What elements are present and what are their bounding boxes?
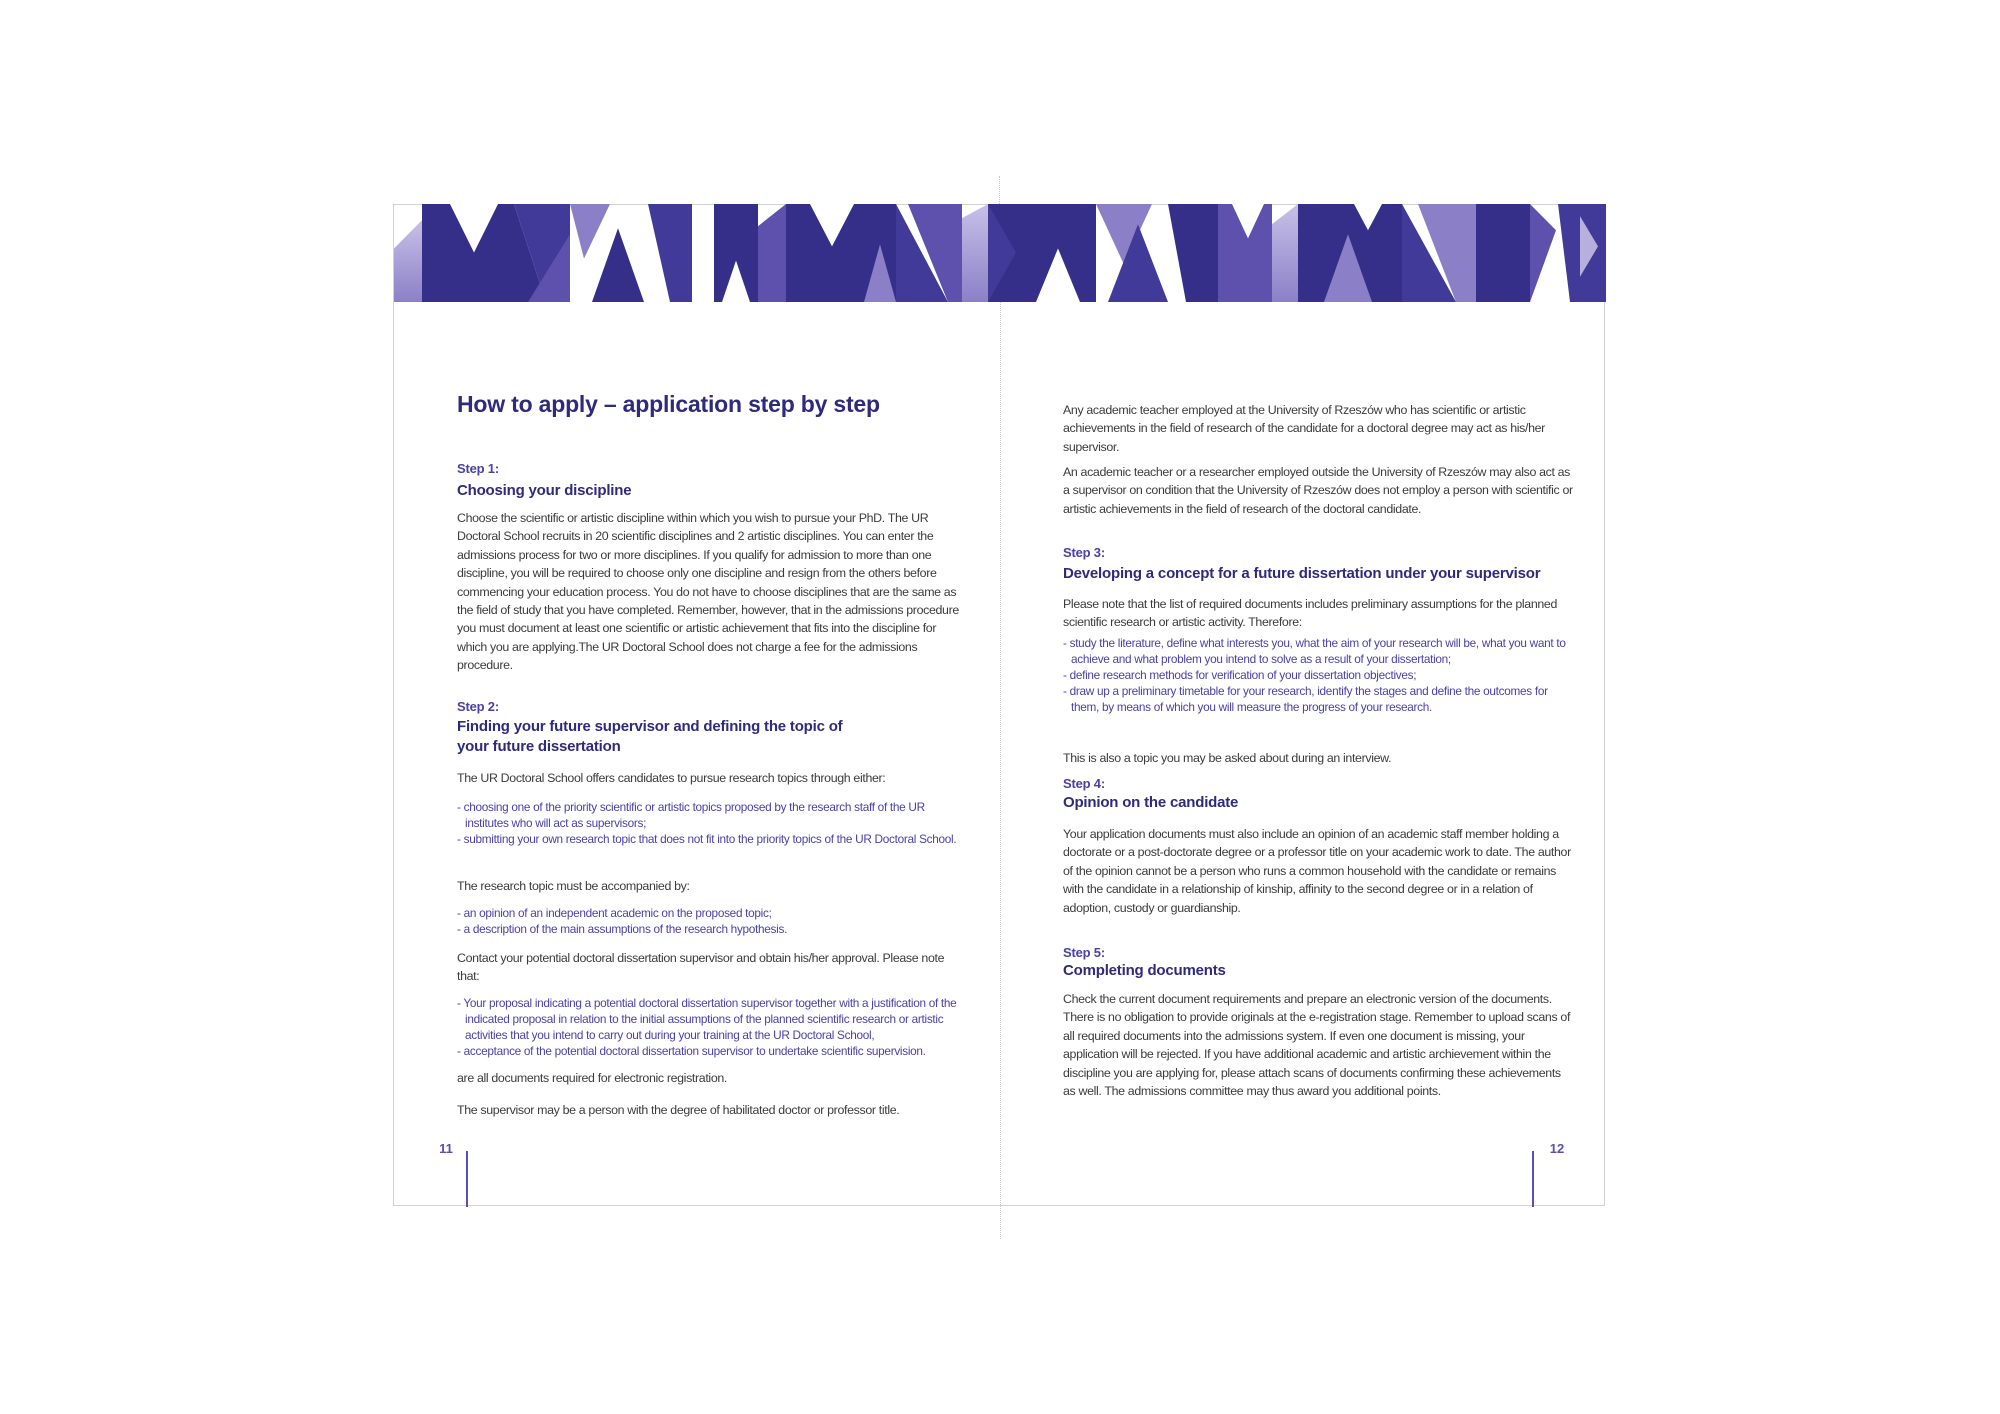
step4-heading: Opinion on the candidate bbox=[1063, 794, 1239, 811]
step2-document-bullets bbox=[457, 995, 967, 1059]
brochure-spread bbox=[393, 204, 1605, 1206]
step2-intro: The UR Doctoral School offers candidates to pursue research topics through either: bbox=[457, 771, 886, 785]
right-page-column bbox=[1063, 205, 1583, 1207]
left-page-column bbox=[457, 205, 977, 1207]
bullet-item: - choosing one of the priority scientific or artistic topics proposed by the research staff of the UR institutes who will act as supervisors; bbox=[457, 800, 925, 830]
step3-intro: Please note that the list of required documents includes preliminary assumptions for the planned scientific research or artistic activity. Therefore: bbox=[1063, 597, 1557, 630]
bullet-item: - Your proposal indicating a potential doctoral dissertation supervisor together with a justification of the indicated proposal in relation to the initial assumptions of the planned scientific research or artistic activities that you intend to carry out during your training at the UR Doctoral School, bbox=[457, 996, 957, 1042]
fold-dotted-line-top bbox=[999, 176, 1000, 204]
bullet-item: - submitting your own research topic that does not fit into the priority topics of the UR Doctoral School. bbox=[457, 832, 957, 846]
bullet-item: - acceptance of the potential doctoral dissertation supervisor to undertake scientific supervision. bbox=[457, 1044, 926, 1058]
step4-label: Step 4: bbox=[1063, 776, 1105, 791]
bullet-item: - define research methods for verification of your dissertation objectives; bbox=[1063, 668, 1417, 682]
step2-label: Step 2: bbox=[457, 699, 499, 714]
bullet-item: - study the literature, define what interests you, what the aim of your research will be, what you want to achieve and what problem you intend to solve as a result of your dissertation; bbox=[1063, 636, 1566, 666]
left-page-number: 11 bbox=[439, 1141, 453, 1156]
bullet-item: - an opinion of an independent academic on the proposed topic; bbox=[457, 906, 772, 920]
supervisor-paragraph-2: An academic teacher or a researcher employed outside the University of Rzeszów may also act as a supervisor on condition that the University of Rzeszów does not employ a person with scientific or artistic achievements in the field of research of the doctoral candidate. bbox=[1063, 465, 1573, 516]
step2-accompanied-bullets bbox=[457, 905, 967, 937]
bullet-item: - draw up a preliminary timetable for your research, identify the stages and define the outcomes for them, by means of which you will measure the progress of your research. bbox=[1063, 684, 1548, 714]
step3-bullets bbox=[1063, 635, 1573, 715]
step2-contact-note: Contact your potential doctoral dissertation supervisor and obtain his/her approval. Please note that: bbox=[457, 951, 945, 984]
right-page-number: 12 bbox=[1549, 1141, 1565, 1156]
step1-body: Choose the scientific or artistic discipline within which you wish to pursue your PhD. The UR Doctoral School recruits in 20 scientific disciplines and 2 artistic disciplines. You can enter the admissions process for two or more disciplines. If you qualify for admission to more than one discipline, you will be required to choose only one discipline and resign from the others before commencing your education process. You do not have to choose disciplines that are the same as the field of study that you have completed. Remember, however, that in the admissions procedure you must document at least one scientific or artistic achievement that fits into the discipline for which you are applying.The UR Doctoral School does not charge a fee for the admissions procedure. bbox=[457, 511, 959, 673]
step1-label: Step 1: bbox=[457, 461, 499, 476]
step5-heading: Completing documents bbox=[1063, 962, 1226, 979]
step3-heading: Developing a concept for a future dissertation under your supervisor bbox=[1063, 565, 1541, 582]
step4-body: Your application documents must also include an opinion of an academic staff member holding a doctorate or a post-doctorate degree or a professor title on your academic work to date. The author of the opinion cannot be a person who runs a common household with the candidate or remains with the candidate in a relationship of kinship, affinity to the second degree or in a relation of adoption, custody or guardianship. bbox=[1063, 827, 1571, 915]
step5-label: Step 5: bbox=[1063, 945, 1105, 960]
step2-heading: Finding your future supervisor and defining the topic of your future dissertation bbox=[457, 718, 843, 755]
step3-outro: This is also a topic you may be asked about during an interview. bbox=[1063, 751, 1392, 765]
step1-heading: Choosing your discipline bbox=[457, 482, 632, 499]
bullet-item: - a description of the main assumptions of the research hypothesis. bbox=[457, 922, 788, 936]
step2-accompanied-intro: The research topic must be accompanied by: bbox=[457, 879, 690, 893]
step2-supervisor-note: The supervisor may be a person with the degree of habilitated doctor or professor title. bbox=[457, 1103, 900, 1117]
page-title: How to apply – application step by step bbox=[457, 391, 880, 417]
step2-topic-bullets bbox=[457, 799, 967, 847]
step5-body: Check the current document requirements and prepare an electronic version of the documents. There is no obligation to provide originals at the e-registration stage. Remember to upload scans of all required documents into the admissions system. If even one document is missing, your application will be rejected. If you have additional academic and artistic archievement within the discipline you are applying for, please attach scans of documents confirming these achievements as well. The admissions committee may thus award you additional points. bbox=[1063, 992, 1571, 1099]
step3-label: Step 3: bbox=[1063, 545, 1105, 560]
step2-registration-note: are all documents required for electronic registration. bbox=[457, 1071, 728, 1085]
fold-dotted-line bbox=[1000, 302, 1001, 1239]
left-footer-rule bbox=[466, 1151, 468, 1207]
supervisor-paragraph-1: Any academic teacher employed at the University of Rzeszów who has scientific or artistic achievements in the field of research of the candidate for a doctoral degree may act as his/her supervisor. bbox=[1063, 403, 1545, 454]
right-footer-rule bbox=[1532, 1151, 1534, 1207]
